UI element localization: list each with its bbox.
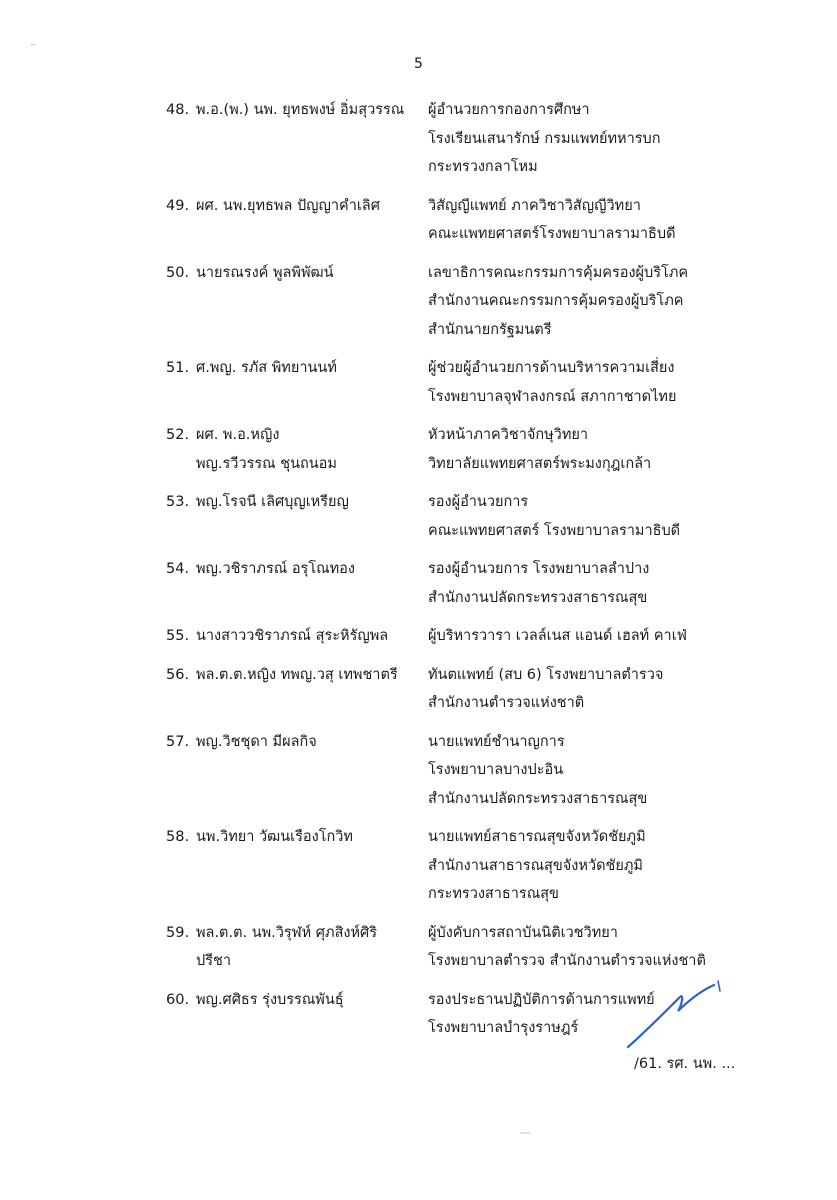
entry-row [0,488,837,545]
entry-name [196,488,428,545]
entry-position-line: ผู้บังคับการสถาบันนิติเวชวิทยา [428,924,618,941]
entry-position-line: สำนักงานคณะกรรมการคุ้มครองผู้บริโภค [428,293,684,309]
entry-position-line: โรงพยาบาลตำรวจ สำนักงานตำรวจแห่งชาติ [428,953,706,969]
entry-number: 50. [166,264,190,281]
entry-number: 48. [166,102,190,118]
entry-position [428,622,822,651]
entry-name [196,96,428,182]
entry-number: 51. [166,360,190,376]
entry-position-line: โรงพยาบาลบำรุงราษฎร์ [428,1020,579,1036]
entry-name [196,919,428,976]
entry-position [428,96,822,182]
entry-name [196,192,428,249]
entry-name-line: ศ.พญ. รภัส พิทยานนท์ [196,360,337,376]
entry-name [196,622,428,651]
entry-position [428,728,822,814]
entry-name-line: พญ.โรจนี เลิศบุญเหรียญ [196,494,349,510]
entry-position-line: สำนักงานปลัดกระทรวงสาธารณสุข [428,790,648,807]
entry-position-line: กระทรวงสาธารณสุข [428,886,559,902]
entry-position [428,488,822,545]
entry-position [428,661,822,718]
entry-position-line: เลขาธิการคณะกรรมการคุ้มครองผู้บริโภค [428,264,689,281]
entry-name [196,354,428,411]
entry-name [196,555,428,612]
entry-position-line: คณะแพทยศาสตร์โรงพยาบาลรามาธิบดี [428,226,676,242]
entry-number: 55. [166,628,190,644]
entry-number: 57. [166,733,190,750]
entry-name-line: พล.ต.ต. นพ.วิรุฬห์ ศุภสิงห์ศิริ [196,924,378,941]
entry-position-line: คณะแพทยศาสตร์ โรงพยาบาลรามาธิบดี [428,522,681,539]
entry-position-line: นายแพทย์สาธารณสุขจังหวัดชัยภูมิ [428,829,646,845]
entry-position [428,555,822,612]
entry-row [0,354,837,411]
entry-name-line: พญ.รวีวรรณ ชุนถนอม [196,455,337,472]
entry-position [428,919,822,976]
entry-name-line: พ.อ.(พ.) นพ. ยุทธพงษ์ อิ่มสุวรรณ [196,102,405,118]
entry-name-line: ผศ. นพ.ยุทธพล ปัญญาคำเลิศ [196,197,380,214]
entry-name [196,661,428,718]
continuation-text: /61. รศ. นพ. ... [634,1056,736,1072]
entry-position-line: ผู้ช่วยผู้อำนวยการด้านบริหารความเสี่ยง [428,360,675,376]
entry-row [0,622,837,651]
entry-name-line: นายรณรงค์ พูลพิพัฒน์ [196,264,334,281]
entry-position [428,259,822,345]
entry-row [0,192,837,249]
entry-position [428,192,822,249]
entry-position-line: สำนักงานสาธารณสุขจังหวัดชัยภูมิ [428,857,643,874]
entry-row [0,661,837,718]
entry-name [196,986,428,1043]
entry-position-line: โรงเรียนเสนารักษ์ กรมแพทย์ทหารบก [428,130,661,147]
entry-list [0,96,837,1053]
entry-name [196,728,428,814]
entry-name-line: นางสาววชิราภรณ์ สุระหิรัญพล [196,628,389,644]
entry-position-line: นายแพทย์ชำนาญการ [428,733,565,750]
entry-number: 53. [166,494,190,510]
entry-name-line: พญ.ศศิธร รุ่งบรรณพันธุ์ [196,991,344,1008]
entry-number: 60. [166,991,190,1008]
entry-row [0,823,837,909]
entry-row [0,555,837,612]
entry-number: 52. [166,427,190,443]
entry-position-line: รองผู้อำนวยการ [428,494,529,510]
entry-position-line: สำนักงานตำรวจแห่งชาติ [428,695,585,711]
entry-position-line: ผู้บริหารวารา เวลล์เนส แอนด์ เฮลท์ คาเฟ่ [428,628,687,644]
entry-position-line: วิทยาลัยแพทยศาสตร์พระมงกุฎเกล้า [428,455,652,472]
signature-mark [622,975,732,1055]
entry-number: 59. [166,924,190,941]
entry-position [428,823,822,909]
entry-position-line: ผู้อำนวยการกองการศึกษา [428,102,590,118]
entry-row [0,919,837,976]
entry-name-line: พญ.วชิราภรณ์ อรุโณทอง [196,561,355,577]
entry-name-line: พญ.วิชชุดา มีผลกิจ [196,733,317,750]
entry-position-line: รองประธานปฏิบัติการด้านการแพทย์ [428,991,655,1008]
page-number: 5 [414,56,423,72]
scan-mark [30,44,36,45]
entry-number: 54. [166,561,190,577]
entry-name-line: ปรีชา [196,953,231,969]
entry-name-line: พล.ต.ต.หญิง ทพญ.วสุ เทพชาตรี [196,666,398,683]
entry-position-line: สำนักงานปลัดกระทรวงสาธารณสุข [428,589,648,606]
entry-number: 56. [166,666,190,683]
entry-number: 58. [166,829,190,845]
entry-position [428,421,822,478]
entry-position-line: โรงพยาบาลบางปะอิน [428,762,564,778]
entry-position-line: ทันตแพทย์ (สบ 6) โรงพยาบาลตำรวจ [428,666,664,683]
entry-name [196,259,428,345]
entry-position-line: วิสัญญีแพทย์ ภาควิชาวิสัญญีวิทยา [428,197,641,214]
scan-mark [520,1132,530,1134]
entry-row [0,96,837,182]
entry-name-line: ผศ. พ.อ.หญิง [196,427,280,443]
entry-position-line: กระทรวงกลาโหม [428,159,538,175]
entry-position [428,354,822,411]
entry-position-line: โรงพยาบาลจุฬาลงกรณ์ สภากาชาดไทย [428,388,677,405]
entry-name-line: นพ.วิทยา วัฒนเรืองโกวิท [196,829,353,845]
entry-row [0,421,837,478]
entry-name [196,421,428,478]
entry-position-line: หัวหน้าภาควิชาจักษุวิทยา [428,427,589,443]
entry-number: 49. [166,197,190,214]
entry-position-line: รองผู้อำนวยการ โรงพยาบาลลำปาง [428,561,650,577]
entry-position-line: สำนักนายกรัฐมนตรี [428,321,552,338]
entry-row [0,259,837,345]
entry-row [0,728,837,814]
entry-name [196,823,428,909]
